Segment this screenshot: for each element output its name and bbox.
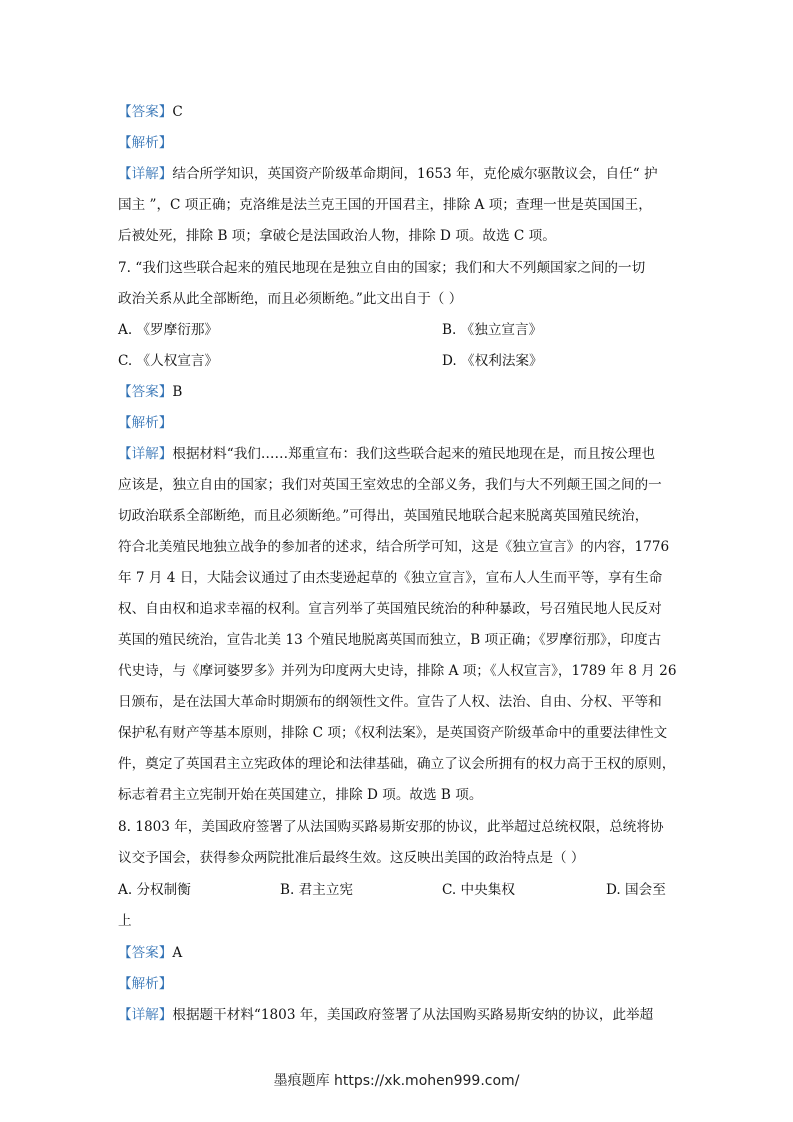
q7-detail-line: 权、自由权和追求幸福的权利。宣言列举了英国殖民统治的种种暴政，号召殖民地人民反对 [118, 601, 662, 617]
q8-analysis-label [118, 974, 678, 994]
answer-label: 【答案】 [118, 384, 173, 400]
q6-answer-line [118, 102, 678, 122]
q8-stem-line: 8. 1803 年，美国政府签署了从法国购买路易斯安那的协议，此举超过总统权限，总统将协 [118, 819, 664, 835]
q7-option-a: A. 《罗摩衍那》 [118, 322, 219, 338]
answer-value: B [172, 384, 183, 400]
q7-detail-line: 件，奠定了英国君主立宪政体的理论和法律基础，确立了议会所拥有的权力高于王权的原则， [118, 756, 676, 772]
detail-label: 【详解】 [118, 446, 173, 462]
q7-detail-line: 应该是，独立自由的国家；我们对英国王室效忠的全部义务，我们与大不列颠王国之间的一 [118, 477, 662, 493]
detail-label: 【详解】 [118, 1007, 173, 1023]
q7-option-c: C. 《人权宣言》 [118, 353, 219, 369]
q7-detail-line: 保护私有财产等基本原则，排除 C 项；《权利法案》，是英国资产阶级革命中的重要法律性文 [118, 725, 668, 741]
q8-option-a: A. 分权制衡 [118, 882, 191, 898]
footer-watermark: 墨痕题库 https://xk.mohen999.com/ [273, 1073, 520, 1089]
q7-detail-line: 切政治联系全部断绝，而且必须断绝。”可得出，英国殖民地联合起来脱离英国殖民统治， [118, 508, 649, 524]
q8-stem-line: 议交予国会，获得参众两院批准后最终生效。这反映出美国的政治特点是（ ） [118, 850, 585, 866]
answer-label: 【答案】 [118, 945, 173, 961]
q7-detail-line: 代史诗，与《摩诃婆罗多》并列为印度两大史诗，排除 A 项；《人权宣言》，1789 年 8 月 26 [118, 663, 677, 679]
q7-stem-line: 7. “我们这些联合起来的殖民地现在是独立自由的国家；我们和大不列颠国家之间的一切 [118, 260, 646, 276]
q6-detail-line: 后被处死，排除 B 项；拿破仑是法国政治人物，排除 D 项。故选 C 项。 [118, 228, 556, 244]
analysis-label: 【解析】 [118, 976, 173, 992]
q7-option-b: B. 《独立宣言》 [442, 322, 543, 338]
q7-detail-line: 日颁布，是在法国大革命时期颁布的纲领性文件。宣告了人权、法治、自由、分权、平等和 [118, 694, 662, 710]
q8-option-d-continued: 上 [118, 913, 132, 929]
detail-text: 根据题干材料“1803 年，美国政府签署了从法国购买路易斯安纳的协议，此举超 [172, 1007, 654, 1023]
analysis-label: 【解析】 [118, 135, 173, 151]
q8-option-d: D. 国会至 [606, 882, 666, 898]
q6-analysis-label [118, 133, 678, 153]
q7-option-d: D. 《权利法案》 [442, 353, 543, 369]
analysis-label: 【解析】 [118, 415, 173, 431]
q6-detail-line [118, 164, 678, 184]
detail-text: 结合所学知识，英国资产阶级革命期间，1653 年，克伦威尔驱散议会，自任“ 护 [172, 166, 658, 182]
q7-analysis-label [118, 413, 678, 433]
q7-stem-line: 政治关系从此全部断绝，而且必须断绝。”此文出自于（ ） [118, 291, 463, 307]
q7-detail-line: 符合北美殖民地独立战争的参加者的述求，结合所学可知，这是《独立宣言》的内容，1776 [118, 539, 670, 555]
q8-option-b: B. 君主立宪 [280, 882, 354, 898]
answer-value: C [172, 104, 183, 120]
detail-label: 【详解】 [118, 166, 173, 182]
q7-detail-line: 年 7 月 4 日，大陆会议通过了由杰斐逊起草的《独立宣言》，宣布人人生而平等，享有生命 [118, 570, 663, 586]
q7-answer-line [118, 382, 678, 402]
q6-detail-line: 国主 ”，C 项正确；克洛维是法兰克王国的开国君主，排除 A 项；查理一世是英国国王， [118, 197, 652, 213]
q7-detail-line: 标志着君主立宪制开始在英国建立，排除 D 项。故选 B 项。 [118, 787, 483, 803]
q8-detail-line [118, 1005, 678, 1025]
q8-option-c: C. 中央集权 [442, 882, 515, 898]
answer-label: 【答案】 [118, 104, 173, 120]
detail-text: 根据材料“我们……郑重宣布：我们这些联合起来的殖民地现在是，而且按公理也 [172, 446, 656, 462]
q7-detail-line [118, 444, 678, 464]
answer-value: A [172, 945, 183, 961]
q8-answer-line [118, 943, 678, 963]
q7-detail-line: 英国的殖民统治，宣告北美 13 个殖民地脱离英国而独立，B 项正确；《罗摩衍那》，印度古 [118, 632, 662, 648]
